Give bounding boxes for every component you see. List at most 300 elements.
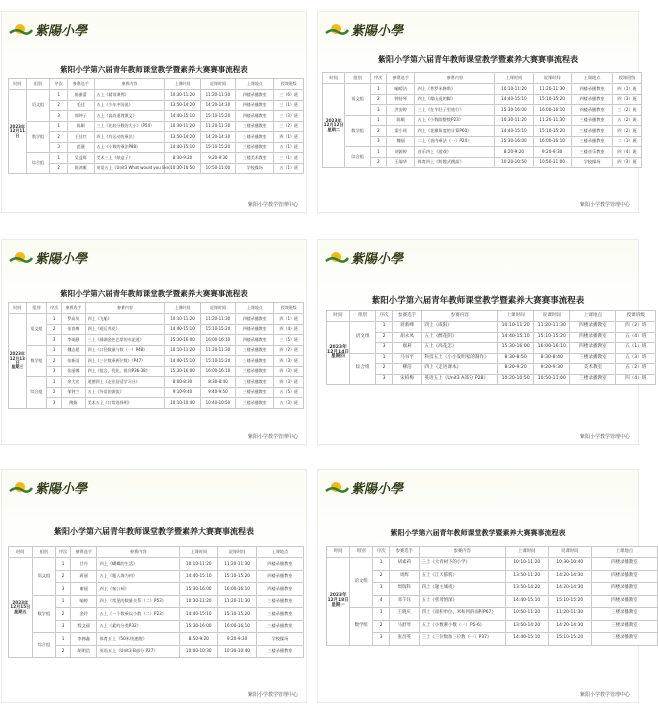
- column-header: 组别: [32, 547, 56, 558]
- order-cell: 2: [56, 645, 71, 658]
- contestant-cell: 程文丽: [70, 620, 97, 633]
- column-header: 序次: [376, 311, 392, 322]
- group-cell: 综合组: [345, 147, 371, 168]
- content-cell: 五上《精读课例》: [94, 90, 165, 101]
- column-header: 说课时间: [548, 547, 591, 558]
- talk-time-cell: 15:10-15:20: [533, 94, 571, 105]
- table-row: [9, 324, 304, 335]
- order-cell: 4: [373, 595, 390, 608]
- order-cell: 1: [50, 90, 68, 101]
- location-cell: 三楼录播教室: [236, 387, 274, 398]
- location-cell: 三楼录播教室: [236, 356, 274, 367]
- content-cell: 五上《少年中国说》: [94, 100, 165, 111]
- table-row: [9, 90, 304, 101]
- talk-time-cell: 11:20-11:30: [218, 595, 256, 608]
- class-time-cell: 10:10-10:40: [165, 398, 200, 409]
- contestant-cell: 刘源婷: [386, 147, 415, 158]
- talk-time-cell: 14:20-14:30: [200, 132, 235, 143]
- table-row: [9, 142, 304, 153]
- contestant-cell: 罗高凤: [62, 314, 86, 325]
- class-cell: 三（2）班: [274, 121, 304, 132]
- table-row: [9, 633, 304, 646]
- class-cell: 五（1）班: [274, 142, 304, 153]
- location-cell: 三楼录播教室: [571, 115, 612, 126]
- class-cell: 三（2）班: [613, 105, 642, 116]
- talk-time-cell: 15:10-15:20: [548, 633, 591, 646]
- talk-time-cell: 11:20-11:30: [533, 84, 571, 95]
- column-header: 参赛内容: [415, 73, 495, 84]
- talk-time-cell: 10:40-10:50: [200, 398, 235, 409]
- contestant-cell: 王晓庆: [389, 608, 419, 621]
- content-cell: 五上《慈母情深》: [419, 595, 505, 608]
- contestant-cell: 喻晴洁: [386, 84, 415, 95]
- table-row: [9, 163, 304, 174]
- contestant-cell: 李琦静: [62, 335, 86, 346]
- content-cell: 五上《高尚道理课文》: [94, 111, 165, 122]
- table-row: [9, 387, 304, 398]
- column-header: 上课地点: [570, 311, 616, 322]
- column-header: 参赛内容: [419, 547, 505, 558]
- talk-time-cell: 15:10-15:20: [218, 608, 256, 621]
- column-header: 时间: [9, 547, 33, 558]
- location-cell: 学校操场: [236, 163, 274, 174]
- class-time-cell: 14:40-15:10: [165, 111, 200, 122]
- table-row: [327, 332, 656, 343]
- content-cell: 四上《蝴蝶的生活》: [97, 558, 180, 571]
- class-cell: 四（4）班: [274, 324, 304, 335]
- table-row: [323, 115, 642, 126]
- talk-time-cell: 16:00-16:10: [218, 583, 256, 596]
- table-row: [327, 583, 658, 596]
- schedule-table: [8, 302, 304, 409]
- talk-time-cell: 16:00-16:10: [200, 335, 235, 346]
- location-cell: 三楼录播教室: [256, 608, 303, 621]
- column-header: 上课地点: [571, 73, 612, 84]
- location-cell: 四楼录播教室: [256, 558, 303, 571]
- location-cell: 学校操场: [571, 157, 612, 168]
- location-cell: 三楼音乐教室: [571, 147, 612, 158]
- order-cell: 1: [56, 595, 71, 608]
- order-cell: 3: [376, 343, 392, 354]
- location-cell: 三楼录播教室: [256, 645, 303, 658]
- group-cell: 语文组: [350, 558, 373, 608]
- class-time-cell: 10:20-10:50: [498, 374, 534, 385]
- column-header: 参赛选手: [67, 79, 94, 90]
- contestant-cell: 郭仲子: [67, 111, 94, 122]
- contestant-cell: 金玲: [70, 608, 97, 621]
- talk-time-cell: 11:20-11:30: [200, 345, 235, 356]
- contestant-cell: 李韩鑫: [70, 633, 97, 646]
- class-time-cell: 10:00-10:30: [180, 645, 218, 658]
- content-cell: 音乐四上《游戏》: [415, 147, 495, 158]
- location-cell: 三楼录播教室: [570, 374, 616, 385]
- school-logo: [326, 478, 403, 497]
- class-time-cell: 10:50-11:20: [505, 608, 548, 621]
- contestant-cell: 王佳红: [67, 132, 94, 143]
- table-header-row: [327, 547, 658, 558]
- class-cell: 四（4）班: [613, 147, 642, 158]
- content-cell: 四上《观后养花》: [85, 324, 165, 335]
- order-cell: 3: [47, 398, 62, 409]
- content-cell: 美术三上《纸盒子》: [94, 153, 165, 164]
- location-cell: 四楼录播教室: [571, 105, 612, 116]
- table-header-row: [9, 303, 304, 314]
- talk-time-cell: 16:00-16:10: [534, 343, 570, 354]
- schedule-card-1: [2, 12, 306, 212]
- class-time-cell: 13:50-14:20: [505, 620, 548, 633]
- class-cell: 五（4）班: [616, 332, 656, 343]
- table-row: [9, 595, 304, 608]
- column-header: 参赛选手: [62, 303, 86, 314]
- column-header: 授课班级: [613, 73, 642, 84]
- location-cell: 四楼录播教室: [236, 90, 274, 101]
- column-header: 参赛选手: [389, 547, 419, 558]
- location-cell: 四楼录播教室: [236, 335, 274, 346]
- class-time-cell: 8:00-8:30: [165, 377, 200, 388]
- class-cell: 二（1）班: [613, 136, 642, 147]
- location-cell: 三楼录播教室: [236, 345, 274, 356]
- talk-time-cell: 15:10-15:20: [533, 126, 571, 137]
- column-header: 序次: [56, 547, 71, 558]
- column-header: 序次: [50, 79, 68, 90]
- location-cell: 三楼录播教室: [256, 595, 303, 608]
- order-cell: 1: [370, 147, 386, 158]
- contestant-cell: 马舒琴: [389, 620, 419, 633]
- column-header: 上课时间: [165, 303, 200, 314]
- order-cell: 2: [370, 126, 386, 137]
- logo-text: 紫陽小學: [35, 482, 88, 497]
- table-row: [9, 398, 304, 409]
- talk-time-cell: 11:20-11:30: [200, 90, 235, 101]
- column-header: 说课时间: [218, 547, 256, 558]
- talk-time-cell: 9:20-9:30: [534, 364, 570, 375]
- content-cell: 科技五上《小小发明家的制作》: [422, 353, 498, 364]
- content-cell: 五上《小数乘小数（一）P5-6》: [419, 620, 505, 633]
- page-title: 紫阳小学第六届青年教师课堂教学暨素养大赛赛事流程表: [60, 65, 248, 74]
- class-time-cell: 8:20-9:20: [498, 364, 534, 375]
- schedule-card-6: [318, 470, 638, 702]
- class-time-cell: 13:50-14:20: [165, 132, 200, 143]
- class-cell: 五（3）班: [274, 398, 304, 409]
- table-row: [9, 111, 304, 122]
- table-header-row: [9, 547, 304, 558]
- talk-time-cell: 15:10-15:20: [200, 324, 235, 335]
- school-logo: [10, 478, 87, 497]
- order-cell: 1: [56, 558, 71, 571]
- class-time-cell: 8:50-9:20: [180, 633, 218, 646]
- table-row: [327, 353, 656, 364]
- contestant-cell: 周瑞科: [389, 583, 419, 596]
- location-cell: 四楼录播教室: [236, 314, 274, 325]
- class-cell: 四（1）班: [613, 84, 642, 95]
- class-cell: 五（1）班: [616, 343, 656, 354]
- class-time-cell: 8:30-8:50: [498, 353, 534, 364]
- schedule-table: [322, 72, 642, 168]
- contestant-cell: 陈顺: [386, 115, 415, 126]
- contestant-cell: 谢丽: [70, 583, 97, 596]
- logo-text: 紫陽小學: [351, 24, 404, 39]
- contestant-cell: 胡永凤: [392, 332, 422, 343]
- schedule-card-4: [318, 240, 647, 444]
- contestant-cell: 魏丽: [386, 136, 415, 147]
- location-cell: 四楼录播教室: [236, 324, 274, 335]
- talk-time-cell: 9:20-9:30: [218, 633, 256, 646]
- talk-time-cell: 15:10-15:20: [534, 332, 570, 343]
- group-cell: 综合组: [26, 377, 47, 409]
- talk-time-cell: 15:10-15:20: [218, 570, 256, 583]
- order-cell: 1: [370, 84, 386, 95]
- column-header: 序次: [373, 547, 390, 558]
- column-header: 时间: [9, 79, 27, 90]
- order-cell: 2: [50, 100, 68, 111]
- location-cell: 四楼录播教室: [236, 111, 274, 122]
- column-header: 时间: [327, 547, 350, 558]
- schedule-card-5: [2, 470, 306, 702]
- talk-time-cell: 16:00-16:10: [218, 620, 256, 633]
- column-header: 参赛选手: [70, 547, 97, 558]
- column-header: 上课时间: [495, 73, 533, 84]
- contestant-cell: 余大宏: [62, 377, 86, 388]
- contestant-cell: 王瑜华: [386, 157, 415, 168]
- talk-time-cell: 10:30-10:40: [548, 558, 591, 571]
- talk-time-cell: 9:40-9:50: [200, 387, 235, 398]
- content-cell: 四上《三位数乘两位数》（P47）: [85, 356, 165, 367]
- column-header: 授课班级: [616, 311, 656, 322]
- content-cell: 四上《花瓣角度的计算P60》: [415, 126, 495, 137]
- location-cell: 三楼录播教室: [236, 377, 274, 388]
- date-cell: 2023年 12月12日 星期二: [323, 84, 345, 168]
- content-cell: 四上《咸阳》: [422, 322, 498, 333]
- talk-time-cell: 10:50-11:00: [533, 157, 571, 168]
- location-cell: 三楼录播教室: [236, 121, 274, 132]
- talk-time-cell: 15:10-15:20: [200, 142, 235, 153]
- order-cell: 2: [47, 324, 62, 335]
- column-header: 上课地点: [236, 303, 274, 314]
- column-header: 组别: [26, 303, 47, 314]
- content-cell: 英语五上《Unit3 What would you like》: [94, 163, 165, 174]
- content-cell: 五上《江天郁鸦》: [419, 570, 505, 583]
- column-header: 上课时间: [180, 547, 218, 558]
- class-cell: 三（6）班: [274, 90, 304, 101]
- talk-time-cell: 10:50-11:00: [200, 163, 235, 174]
- class-time-cell: 14:40-15:10: [180, 570, 218, 583]
- column-header: 授课班级: [274, 79, 304, 90]
- column-header: 参赛内容: [422, 311, 498, 322]
- page-title: 紫阳小学第六届青年教师课堂教学暨素养大赛赛事流程表: [54, 527, 254, 536]
- content-cell: 五上《一个数乘以小数（二）P23》: [97, 608, 180, 621]
- table-row: [9, 121, 304, 132]
- table-row: [9, 356, 304, 367]
- column-header: 说课时间: [200, 79, 235, 90]
- contestant-cell: 毛佳: [67, 100, 94, 111]
- talk-time-cell: 10:50-11:00: [534, 374, 570, 385]
- location-cell: 四楼录播教室: [570, 332, 616, 343]
- contestant-cell: 马书平: [392, 353, 422, 364]
- column-header: 上课时间: [505, 547, 548, 558]
- order-cell: 3: [56, 583, 71, 596]
- column-header: 上课地点: [256, 547, 303, 558]
- logo-text: 紫陽小學: [35, 252, 88, 267]
- contestant-cell: 邓千钰: [389, 595, 419, 608]
- location-cell: 四楼录播教室: [591, 595, 657, 608]
- content-cell: 五上《外语的源流》: [85, 387, 165, 398]
- class-cell: 四（3）班: [274, 356, 304, 367]
- content-cell: 四上《题主城夜》: [419, 583, 505, 596]
- wave-logo-icon: [326, 251, 348, 265]
- content-cell: 四上《口径数量与数（一）P48》: [85, 345, 165, 356]
- footer-note: 紫阳小学教学管理中心: [247, 692, 298, 698]
- contestant-cell: 洪安婷: [386, 105, 415, 116]
- order-cell: 2: [56, 570, 71, 583]
- location-cell: 三楼录播教室: [236, 366, 274, 377]
- date-cell: 2023年 12月14日 星期四: [327, 322, 350, 385]
- class-time-cell: 10:30-11:20: [180, 595, 218, 608]
- class-time-cell: 10:10-11:20: [165, 345, 200, 356]
- class-time-cell: 10:30-10:50: [165, 163, 200, 174]
- group-cell: 综合组: [350, 353, 376, 385]
- content-cell: 三上《铺满金色巴掌的水泥道》: [85, 335, 165, 346]
- class-time-cell: 14:40-15:10: [505, 633, 548, 646]
- table-row: [323, 126, 642, 137]
- order-cell: 3: [373, 633, 390, 646]
- class-cell: 四（1）班: [274, 132, 304, 143]
- talk-time-cell: 9:20-9:30: [200, 153, 235, 164]
- group-cell: 语文组: [345, 84, 371, 116]
- content-cell: 四上《普罗米修斯》: [415, 84, 495, 95]
- order-cell: 3: [47, 366, 62, 377]
- class-time-cell: 9:10-9:40: [165, 387, 200, 398]
- content-cell: 五上《高花怎》: [422, 343, 498, 354]
- location-cell: 三楼录播教室: [571, 136, 612, 147]
- class-cell: 四（3）班: [613, 94, 642, 105]
- class-time-cell: 14:40-15:10: [498, 332, 534, 343]
- table-row: [327, 364, 656, 375]
- table-row: [323, 84, 642, 95]
- class-time-cell: 14:40-15:10: [165, 324, 200, 335]
- table-row: [9, 335, 304, 346]
- location-cell: 四楼录播教室: [571, 84, 612, 95]
- class-cell: 五（2）班: [613, 115, 642, 126]
- class-cell: 四（3）班: [274, 366, 304, 377]
- contestant-cell: 蒋丽: [70, 570, 97, 583]
- order-cell: 3: [370, 136, 386, 147]
- group-cell: 综合组: [26, 153, 50, 174]
- location-cell: 三楼录播教室: [236, 132, 274, 143]
- order-cell: 2: [373, 620, 390, 633]
- group-cell: 语文组: [26, 314, 47, 346]
- class-cell: 五（5）班: [274, 387, 304, 398]
- location-cell: 四楼录播教室: [570, 322, 616, 333]
- column-header: 说课时间: [200, 303, 235, 314]
- order-cell: 2: [50, 163, 68, 174]
- order-cell: 1: [50, 153, 68, 164]
- class-cell: 五（2）班: [616, 364, 656, 375]
- wave-logo-icon: [10, 23, 32, 37]
- table-row: [327, 322, 656, 333]
- order-cell: 2: [376, 332, 392, 343]
- order-cell: 2: [56, 608, 71, 621]
- class-time-cell: 15:30-16:00: [498, 343, 534, 354]
- talk-time-cell: 11:20-11:30: [548, 608, 591, 621]
- content-cell: 体育四上《跨越式跳高》: [415, 157, 495, 168]
- content-cell: 四上《秦公祠》: [97, 583, 180, 596]
- column-header: 上课时间: [498, 311, 534, 322]
- content-cell: 英语五上《Unit3 B部分 P27》: [97, 645, 180, 658]
- group-cell: 数学组: [26, 345, 47, 377]
- content-cell: 三上《在牛肚子里旅行》: [415, 105, 495, 116]
- class-time-cell: 15:30-16:00: [495, 105, 533, 116]
- page-title: 紫阳小学第六届青年教师课堂教学暨素养大赛赛事流程表: [378, 55, 578, 64]
- content-cell: 五上《醉花阴》: [422, 332, 498, 343]
- group-cell: 数学组: [32, 595, 56, 633]
- talk-time-cell: 16:00-16:10: [533, 136, 571, 147]
- contestant-cell: 胡素莉: [389, 558, 419, 571]
- talk-time-cell: 16:00-16:10: [200, 366, 235, 377]
- talk-time-cell: 15:10-15:20: [200, 356, 235, 367]
- contestant-cell: 张新雨: [62, 356, 86, 367]
- contestant-cell: 张丽娜: [62, 366, 86, 377]
- content-cell: 美术五上《口常选择明》: [85, 398, 165, 409]
- order-cell: 3: [373, 583, 390, 596]
- group-cell: 综合组: [32, 633, 56, 658]
- order-cell: 1: [373, 608, 390, 621]
- location-cell: 四楼录播教室: [571, 94, 612, 105]
- class-cell: 三（1）班: [274, 153, 304, 164]
- class-time-cell: 13:50-14:20: [165, 100, 200, 111]
- group-cell: 语文组: [32, 558, 56, 596]
- location-cell: 学校操场: [256, 633, 303, 646]
- contestant-cell: 陈鸿雁: [67, 163, 94, 174]
- class-cell: 三（1）班: [274, 100, 304, 111]
- class-cell: 四（3）班: [613, 157, 642, 168]
- wave-logo-icon: [10, 251, 32, 265]
- order-cell: 3: [376, 374, 392, 385]
- class-time-cell: 8:20-9:20: [495, 147, 533, 158]
- column-header: 时间: [9, 303, 27, 314]
- logo-text: 紫陽小學: [35, 24, 88, 39]
- location-cell: 三楼录播教室: [256, 620, 303, 633]
- class-time-cell: 14:40-15:10: [495, 94, 533, 105]
- content-cell: 五上《小数的乘法P88》: [94, 142, 165, 153]
- location-cell: 三楼录播教室: [236, 398, 274, 409]
- class-time-cell: 15:30-16:00: [180, 620, 218, 633]
- location-cell: 美术教室: [570, 364, 616, 375]
- table-row: [323, 105, 642, 116]
- talk-time-cell: 15:10-15:20: [200, 111, 235, 122]
- contestant-cell: 柳洁: [392, 364, 422, 375]
- table-row: [323, 136, 642, 147]
- footer-note: 紫阳小学教学管理中心: [247, 202, 298, 208]
- class-time-cell: 14:40-15:10: [495, 126, 533, 137]
- class-time-cell: 10:30-11:20: [165, 90, 200, 101]
- table-header-row: [323, 73, 642, 84]
- order-cell: 1: [47, 377, 62, 388]
- contestant-cell: 陈雅蕾: [67, 90, 94, 101]
- class-time-cell: 13:50-11:20: [505, 570, 548, 583]
- contestant-cell: 吴益辉: [67, 153, 94, 164]
- order-cell: 2: [370, 157, 386, 168]
- order-cell: 3: [50, 111, 68, 122]
- table-row: [323, 157, 642, 168]
- class-cell: 四（2）班: [613, 126, 642, 137]
- order-cell: 1: [47, 345, 62, 356]
- table-row: [327, 570, 658, 583]
- talk-time-cell: 11:20-11:30: [200, 121, 235, 132]
- table-header-row: [9, 79, 304, 90]
- column-header: 上课时间: [165, 79, 200, 90]
- content-cell: 五上《小数除整数P23》: [415, 115, 495, 126]
- table-row: [327, 608, 658, 621]
